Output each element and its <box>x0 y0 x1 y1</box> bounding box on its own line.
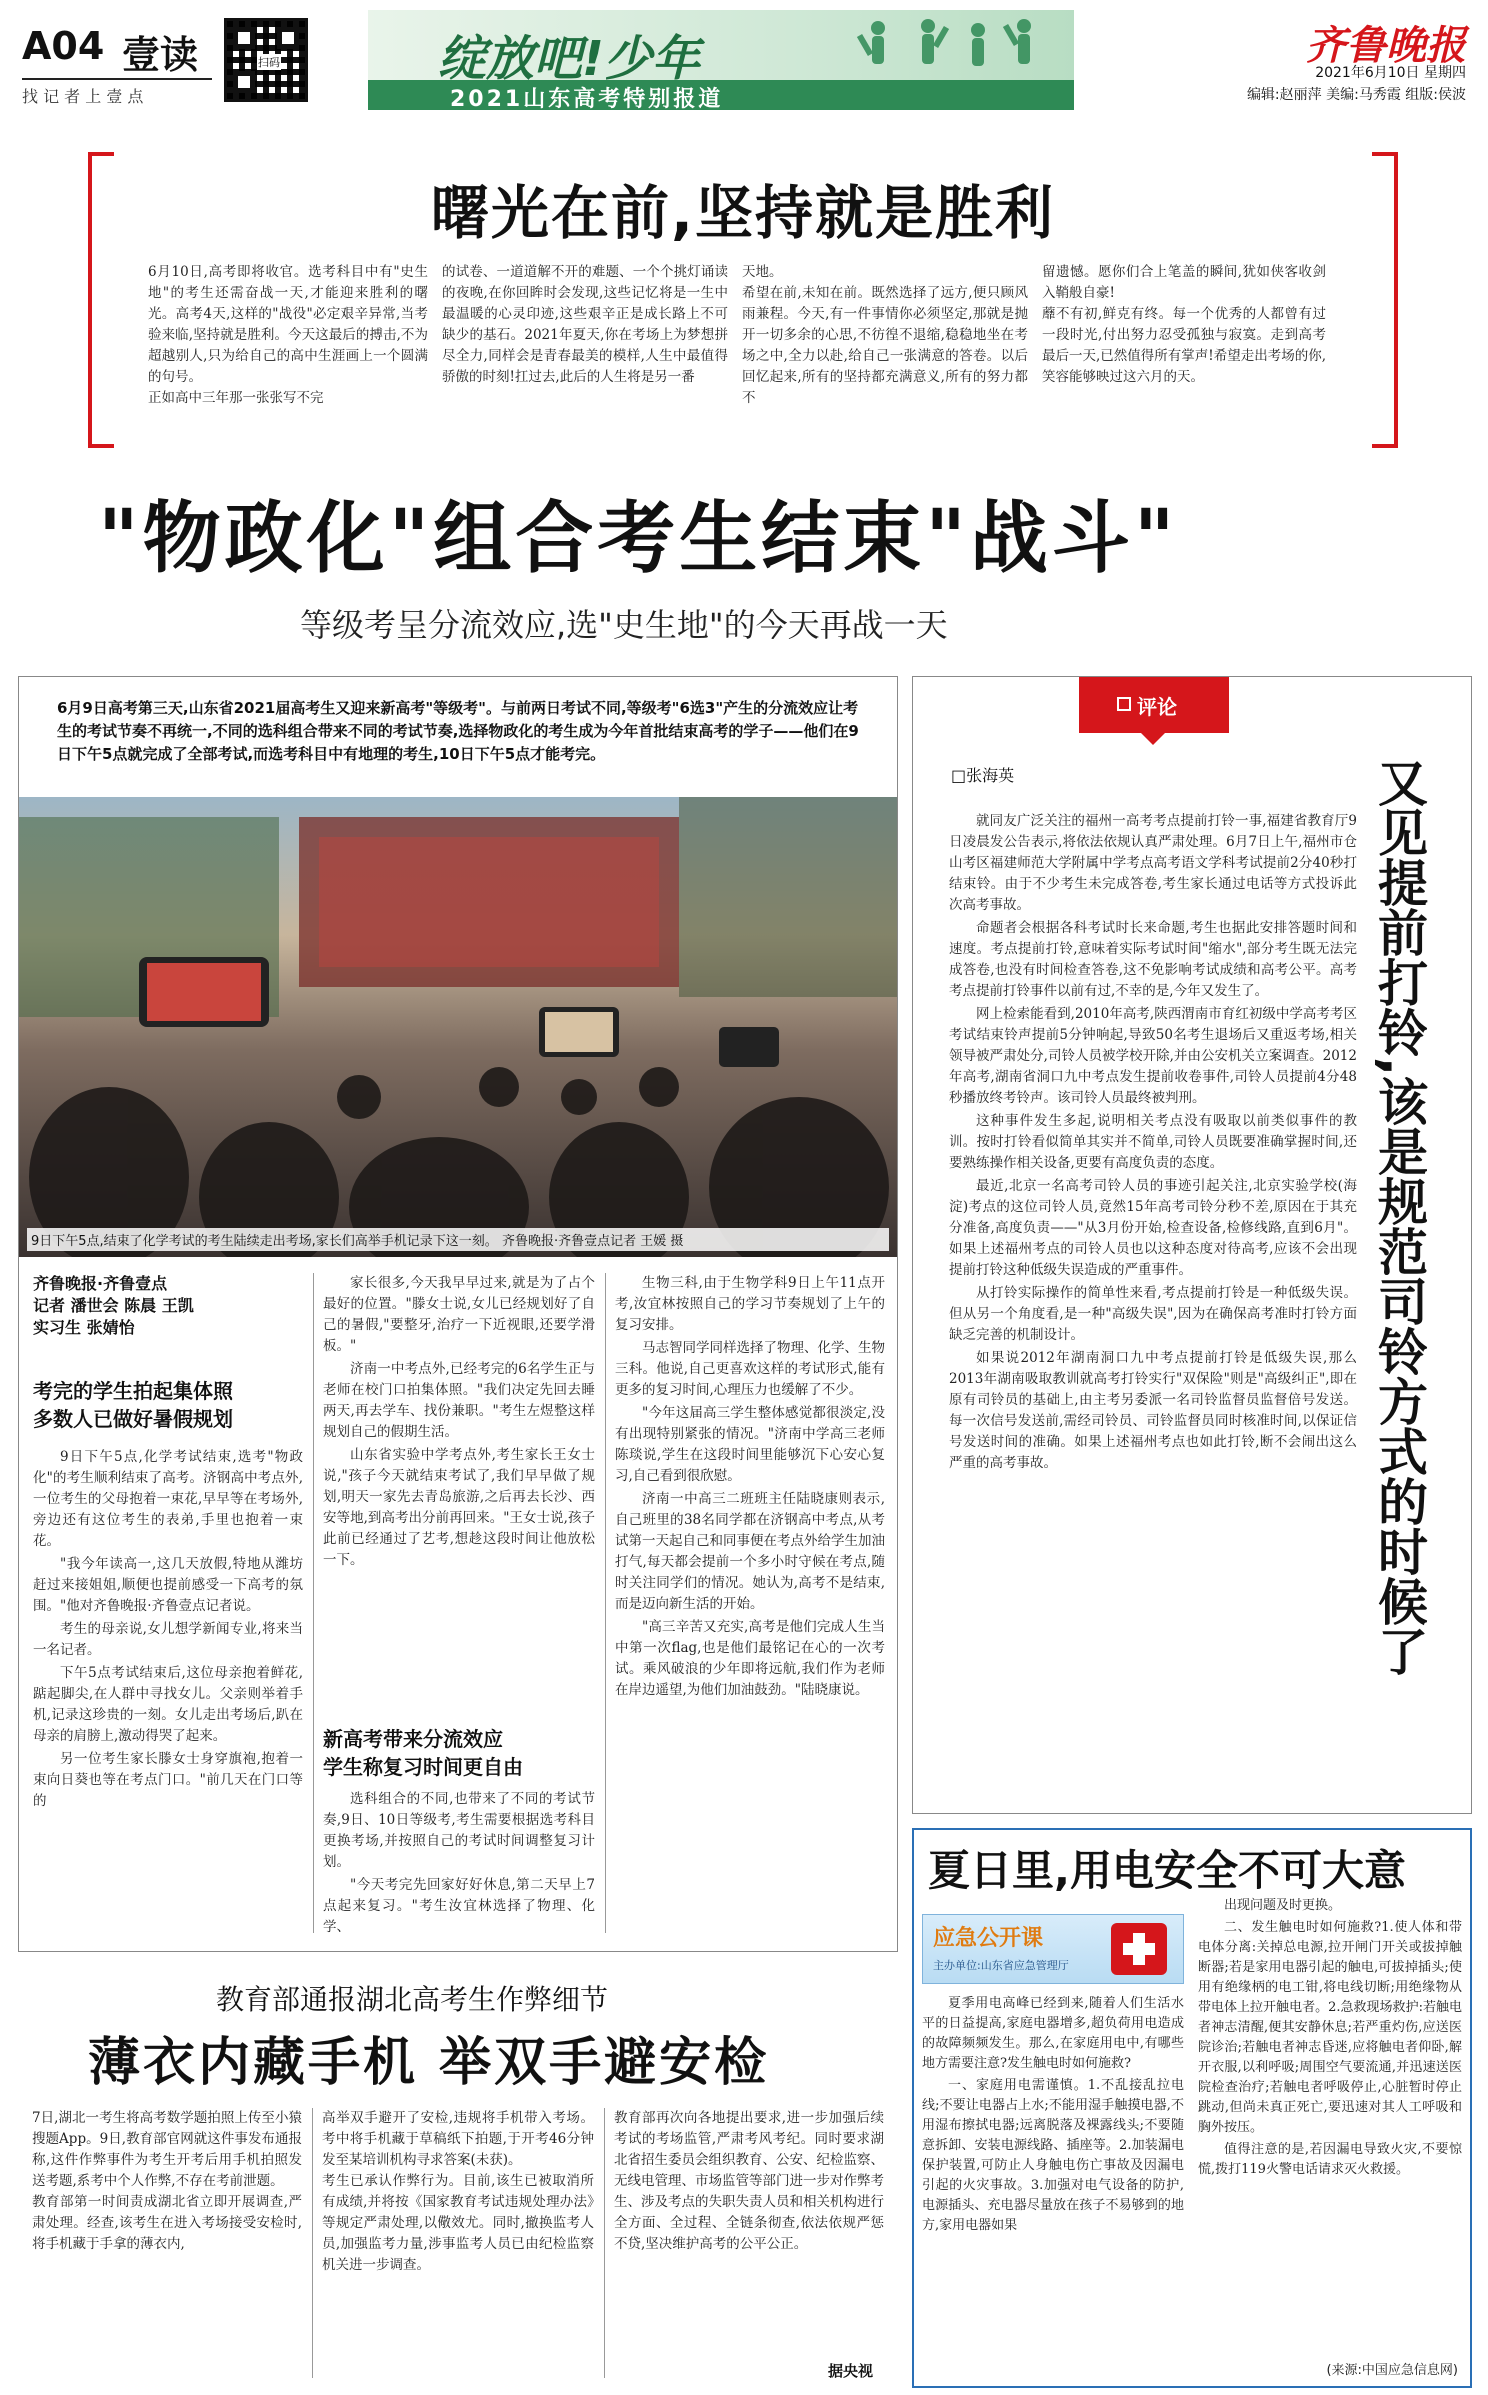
comment-icon <box>1117 697 1131 711</box>
commentary-p: 命题者会根据各科考试时长来命题,考生也据此安排答题时间和速度。考点提前打铃,意味着实际考试时间"缩水",部分考生既无法完成答卷,也没有时间检查答卷,这不免影响考试成绩和高考公平。高考考点提前打铃事件以前有过,不幸的是,今年又发生了。 <box>949 920 1357 999</box>
lead-col-2: 的试卷、一道道解不开的难题、一个个挑灯诵读的夜晚,在你回眸时会发现,这些记忆将是一生中最温暖的心灵印迹,这些艰辛正是成长路上不可缺少的基石。2021年夏天,你在考场上为梦想拼尽全力,同样会是青春最美的模样,人生中最值得骄傲的时刻!扛过去,此后的人生将是另一番 <box>442 264 728 385</box>
masthead <box>0 0 1488 118</box>
bottom-col-2: 高举双手避开了安检,违规将手机带入考场。考中将手机藏于草稿纸下拍题,于开考46分钟发至某培训机构寻求答案(未获)。 考生已承认作弊行为。目前,该生已被取消所有成绩,并将按《国家教育考试违规处理办法》等规定严肃处理,以儆效尤。同时,撤换监考人员,加强监考力量,涉事监考人员已由纪检监察机关进一步调查。 <box>322 2110 594 2273</box>
bottom-col-1: 7日,湖北一考生将高考数学题拍照上传至小猿搜题App。9日,教育部官网就这件事发布通报称,这件作弊事件为考生开考后用手机拍照发送考题,系考中个人作弊,不存在考前泄题。 教育部第一时间责成湖北省立即开展调查,严肃处理。经查,该考生在进入考场接受安检时,将手机藏于手拿的薄衣内, <box>32 2110 302 2252</box>
main-subheadline: 等级考呈分流效应,选"史生地"的今天再战一天 <box>300 606 948 644</box>
commentary-body <box>949 811 1357 1476</box>
commentary-box <box>912 676 1472 1814</box>
main-col-2b <box>323 1789 595 1940</box>
bottom-headline: 薄衣内藏手机 举双手避安检 <box>88 2033 770 2093</box>
safety-box <box>912 1828 1472 2388</box>
safety-col2-p: 二、发生触电时如何施救?1.使人体和带电体分离:关掉总电源,拉开闸门开关或拔掉触断器;若是家用电器引起的触电,可拔掉插头;使用有绝缘柄的电工钳,将电线切断;用绝缘物从带电体上拉开触电者。2.急救现场救护:若触电者神志清醒,便其安静休息;若严重灼伤,应送医院诊治;若触电者神志昏迷,应将触电者仰卧,解开衣服,以利呼吸;周围空气要流通,并迅速送医院检查治疗;若触电者呼吸停止,心脏暂时停止跳动,但尚未真正死亡,要迅速对其人工呼吸和胸外按压。 <box>1198 1920 1462 2135</box>
byline-line-3: 实习生 张婧怡 <box>33 1318 135 1337</box>
lead-headline: 曙光在前,坚持就是胜利 <box>430 179 1056 247</box>
bottom-credit: 据央视 <box>828 2362 874 2380</box>
main-col-3 <box>615 1273 885 1703</box>
main-col3-p: "高三辛苦又充实,高考是他们完成人生当中第一次flag,也是他们最铭记在心的一次考试。乘风破浪的少年即将远航,我们作为老师在岸边遥望,为他们加油鼓劲。"陆晓康说。 <box>615 1619 885 1698</box>
section1-title: 考完的学生拍起集体照 多数人已做好暑假规划 <box>33 1379 233 1431</box>
byline-line-1: 齐鲁晚报·齐鲁壹点 <box>33 1274 168 1293</box>
main-col3-p: 生物三科,由于生物学科9日上午11点开考,汝宜林按照自己的学习节奏规划了上午的复习安排。 <box>615 1275 885 1333</box>
main-col2b-p: 选科组合的不同,也带来了不同的考试节奏,9日、10日等级考,考生需要根据选考科目更换考场,并按照自己的考试时间调整复习计划。 <box>323 1791 595 1870</box>
main-headline: "物政化"组合考生结束"战斗" <box>98 494 1179 584</box>
main-col3-p: "今年这届高三学生整体感觉都很淡定,没有出现特别紧张的情况。"济南中学高三老师陈琰说,学生在这段时间里能够沉下心安心复习,自己看到很欣慰。 <box>615 1405 885 1484</box>
safety-col1-p: 夏季用电高峰已经到来,随着人们生活水平的日益提高,家庭电器增多,超负荷用电造成的故障频频发生。那么,在家庭用电中,有哪些地方需要注意?发生触电时如何施救? <box>922 1996 1184 2071</box>
lead-box <box>88 152 1398 448</box>
main-col2b-p: "今天考完先回家好好休息,第二天早上7点起来复习。"考生汝宜林选择了物理、化学、 <box>323 1877 595 1935</box>
photo-caption: 9日下午5点,结束了化学考试的考生陆续走出考场,家长们高举手机记录下这一刻。 齐鲁晚报·齐鲁壹点记者 王媛 摄 <box>27 1228 889 1251</box>
banner <box>368 10 1074 110</box>
main-col1-p: 9日下午5点,化学考试结束,选考"物政化"的考生顺利结束了高考。济钢高中考点外,一位考生的父母抱着一束花,早早等在考场外,旁边还有这位考生的表弟,手里也抱着一束花。 <box>33 1449 303 1549</box>
issue-date: 2021年6月10日 星期四 <box>1315 65 1466 81</box>
safety-logo-title: 应急公开课 <box>933 1926 1044 1951</box>
safety-source: (来源:中国应急信息网) <box>1326 2363 1458 2378</box>
page-number: A04 <box>22 24 105 68</box>
main-col2-p: 山东省实验中学考点外,考生家长王女士说,"孩子今天就结束考试了,我们早早做了规划,明天一家先去青岛旅游,之后再去长沙、西安等地,到高考出分前再回来。"王女士说,孩子此前已经通过了艺考,想趁这段时间让他放松一下。 <box>323 1447 595 1568</box>
safety-col2-p: 出现问题及时更换。 <box>1224 1898 1342 1913</box>
main-col1-p: 另一位考生家长滕女士身穿旗袍,抱着一束向日葵也等在考点门口。"前几天在门口等的 <box>33 1751 303 1809</box>
section-name: 壹读 <box>122 33 199 77</box>
lead-col-3: 天地。 希望在前,未知在前。既然选择了远方,便只顾风雨兼程。今天,有一件事情你必须坚定,那就是抛开一切多余的心思,不彷徨不退缩,稳稳地坐在考场之中,全力以赴,给自己一张满意的答卷。以后回忆起来,所有的坚持都充满意义,所有的努力都不 <box>742 264 1028 406</box>
commentary-tag-label: 评论 <box>1137 695 1177 719</box>
main-col2-p: 家长很多,今天我早早过来,就是为了占个最好的位置。"滕女士说,女儿已经规划好了自己的暑假,"要整牙,治疗一下近视眼,还要学滑板。" <box>323 1275 595 1354</box>
safety-headline: 夏日里,用电安全不可大意 <box>928 1846 1406 1895</box>
commentary-p: 网上检索能看到,2010年高考,陕西渭南市育红初级中学高考考区考试结束铃声提前5分钟响起,导致50名考生退场后又重返考场,相关领导被严肃处分,司铃人员被学校开除,并由公安机关立案调查。2012年高考,湖南省洞口九中考点发生提前收卷事件,司铃人员提前4分48秒播放终考铃声。该司铃人员最终被判刑。 <box>949 1006 1357 1106</box>
safety-col1-p: 一、家庭用电需谨慎。1.不乱接乱拉电线;不要让电器占上水;不能用湿手触摸电器,不用湿布擦拭电器;远离脱落及裸露线头;不要随意拆卸、安装电源线路、插座等。2.加装漏电保护装置,可防止人身触电伤亡事故及因漏电引起的火灾事故。3.加强对电气设备的防护,电源插头、充电器尽量放在孩子不易够到的地方,家用电器如果 <box>922 2078 1184 2233</box>
commentary-p: 就同友广泛关注的福州一高考考点提前打铃一事,福建省教育厅9日凌晨发公告表示,将依法依规认真严肃处理。6月7日上午,福州市仓山考区福建师范大学附属中学考点高考语文学科考试提前2分40秒打结束铃。由于不少考生未完成答卷,考生家长通过电话等方式投诉此次高考事故。 <box>949 813 1357 913</box>
main-col1-p: 考生的母亲说,女儿想学新闻专业,将来当一名记者。 <box>33 1621 303 1658</box>
commentary-p: 最近,北京一名高考司铃人员的事迹引起关注,北京实验学校(海淀)考点的这位司铃人员,竟然15年高考司铃分秒不差,原因在于其充分准备,高度负责——"从3月份开始,检查设备,检修线路,直到6月"。如果上述福州考点的司铃人员也以这种态度对待高考,应该不会出现提前打铃这种低级失误造成的严重事件。 <box>949 1178 1357 1278</box>
bottom-story <box>18 1968 898 2388</box>
editors-line: 编辑:赵丽萍 美编:马秀霞 组版:侯波 <box>1246 87 1466 103</box>
safety-logo <box>922 1914 1184 1984</box>
safety-col-2 <box>1198 1896 1462 2182</box>
commentary-tag <box>1079 677 1229 733</box>
paper-name: 齐鲁晚报 <box>1306 22 1466 69</box>
main-col-2a <box>323 1273 595 1573</box>
masthead-rule <box>22 78 212 80</box>
qr-label: 扫码 <box>258 56 280 69</box>
section-sub: 找 记 者 上 壹 点 <box>22 87 144 106</box>
first-aid-kit-icon <box>1111 1923 1167 1975</box>
safety-logo-sub: 主办单位:山东省应急管理厅 <box>933 1959 1069 1972</box>
bottom-col-3: 教育部再次向各地提出要求,进一步加强后续考试的考场监管,严肃考风考纪。同时要求湖北省招生委员会组织教育、公安、纪检监察、无线电管理、市场监管等部门进一步对作弊考生、涉及考点的失职失责人员和相关机构进行全方面、全过程、全链条彻查,依法依规严惩不贷,坚决维护高考的公平公正。 <box>614 2110 884 2252</box>
safety-col2-p: 值得注意的是,若因漏电导致火灾,不要惊慌,拨打119火警电话请求灭火救援。 <box>1198 2142 1462 2177</box>
bottom-kicker: 教育部通报湖北高考生作弊细节 <box>216 1983 609 2016</box>
commentary-p: 这种事件发生多起,说明相关考点没有吸取以前类似事件的教训。按时打铃看似简单其实并不简单,司铃人员既要准确掌握时间,还要熟练操作相关设备,更要有高度负责的态度。 <box>949 1113 1357 1171</box>
lead-col-1: 6月10日,高考即将收官。选考科目中有"史生地"的考生还需奋战一天,才能迎来胜利的曙光。高考4天,这样的"战役"必定艰辛异常,当考验来临,坚持就是胜利。今天这最后的搏击,不为超越别人,只为给自己的高中生涯画上一个圆满的句号。 正如高中三年那一张张写不完 <box>148 264 428 406</box>
banner-sub: 2021山东高考特别报道 <box>450 87 724 110</box>
main-photo <box>19 797 897 1257</box>
commentary-author: □张海英 <box>951 766 1015 785</box>
safety-col-1 <box>922 1994 1184 2238</box>
main-col3-p: 马志智同学同样选择了物理、化学、生物三科。他说,自己更喜欢这样的考试形式,能有更多的复习时间,心理压力也缓解了不少。 <box>615 1340 885 1398</box>
section2-title: 新高考带来分流效应 学生称复习时间更自由 <box>323 1727 523 1779</box>
main-story <box>18 676 898 1952</box>
main-byline <box>33 1273 303 1339</box>
main-col2-p: 济南一中考点外,已经考完的6名学生正与老师在校门口拍集体照。"我们决定先回去睡两天,再去学车、找份兼职。"考生左煜整这样规划自己的假期生活。 <box>323 1361 595 1440</box>
commentary-headline: 又见提前打铃,该是规范司铃方式的时候了 <box>1370 757 1428 1676</box>
lead-col-4: 留遗憾。愿你们合上笔盖的瞬间,犹如侠客收剑入鞘般自豪! 蘼不有初,鲜克有终。每一个优秀的人都曾有过一段时光,付出努力忍受孤独与寂寞。走到高考最后一天,已然值得所有掌声!希望走出考场的你,笑容能够映过这六月的天。 <box>1042 264 1327 385</box>
main-intro: 6月9日高考第三天,山东省2021届高考生又迎来新高考"等级考"。与前两日考试不同,等级考"6选3"产生的分流效应让考生的考试节奏不再统一,不同的选科组合带来不同的考试节奏,选择物政化的考生成为今年首批结束高考的学子——他们在9日下午5点就完成了全部考试,而选考科目中有地理的考生,10日下午5点才能考完。 <box>57 699 859 763</box>
commentary-p: 如果说2012年湖南洞口九中考点提前打铃是低级失误,那么2013年湖南吸取教训就高考打铃实行"双保险"则是"高级纠正",即在原有司铃员的基础上,由主考另委派一名司铃监督员监督倍号发送。每一次信号发送前,需经司铃员、司铃监督员同时核准时间,以保证信号发送时间的准确。如果上述福州考点也如此打铃,断不会闹出这么严重的高考事故。 <box>949 1350 1357 1471</box>
commentary-p: 从打铃实际操作的简单性来看,考点提前打铃是一种低级失误。但从另一个角度看,是一种"高级失误",因为在确保高考准时打铃方面缺乏完善的机制设计。 <box>949 1285 1357 1343</box>
qr-code-icon[interactable] <box>224 18 308 102</box>
banner-figures-icon <box>848 16 1058 80</box>
main-col3-p: 济南一中高三二班班主任陆晓康则表示,自己班里的38名同学都在济钢高中考点,从考试第一天起自己和同事便在考点外给学生加油打气,每天都会提前一个多小时守候在考点,随时关注同学们的情况。她认为,高考不是结束,而是迈向新生活的开始。 <box>615 1491 885 1612</box>
banner-slogan: 绽放吧!少年 <box>438 31 700 87</box>
byline-line-2: 记者 潘世会 陈晨 王凯 <box>33 1296 194 1315</box>
main-col1-p: 下午5点考试结束后,这位母亲抱着鲜花,踮起脚尖,在人群中寻找女儿。父亲则举着手机,记录这珍贵的一刻。女儿走出考场后,趴在母亲的肩膀上,激动得哭了起来。 <box>33 1665 303 1744</box>
main-col-1 <box>33 1447 303 1814</box>
main-col1-p: "我今年读高一,这几天放假,特地从潍坊赶过来接姐姐,顺便也提前感受一下高考的氛围。"他对齐鲁晚报·齐鲁壹点记者说。 <box>33 1556 303 1614</box>
photo-crowd-illustration <box>19 797 897 1257</box>
